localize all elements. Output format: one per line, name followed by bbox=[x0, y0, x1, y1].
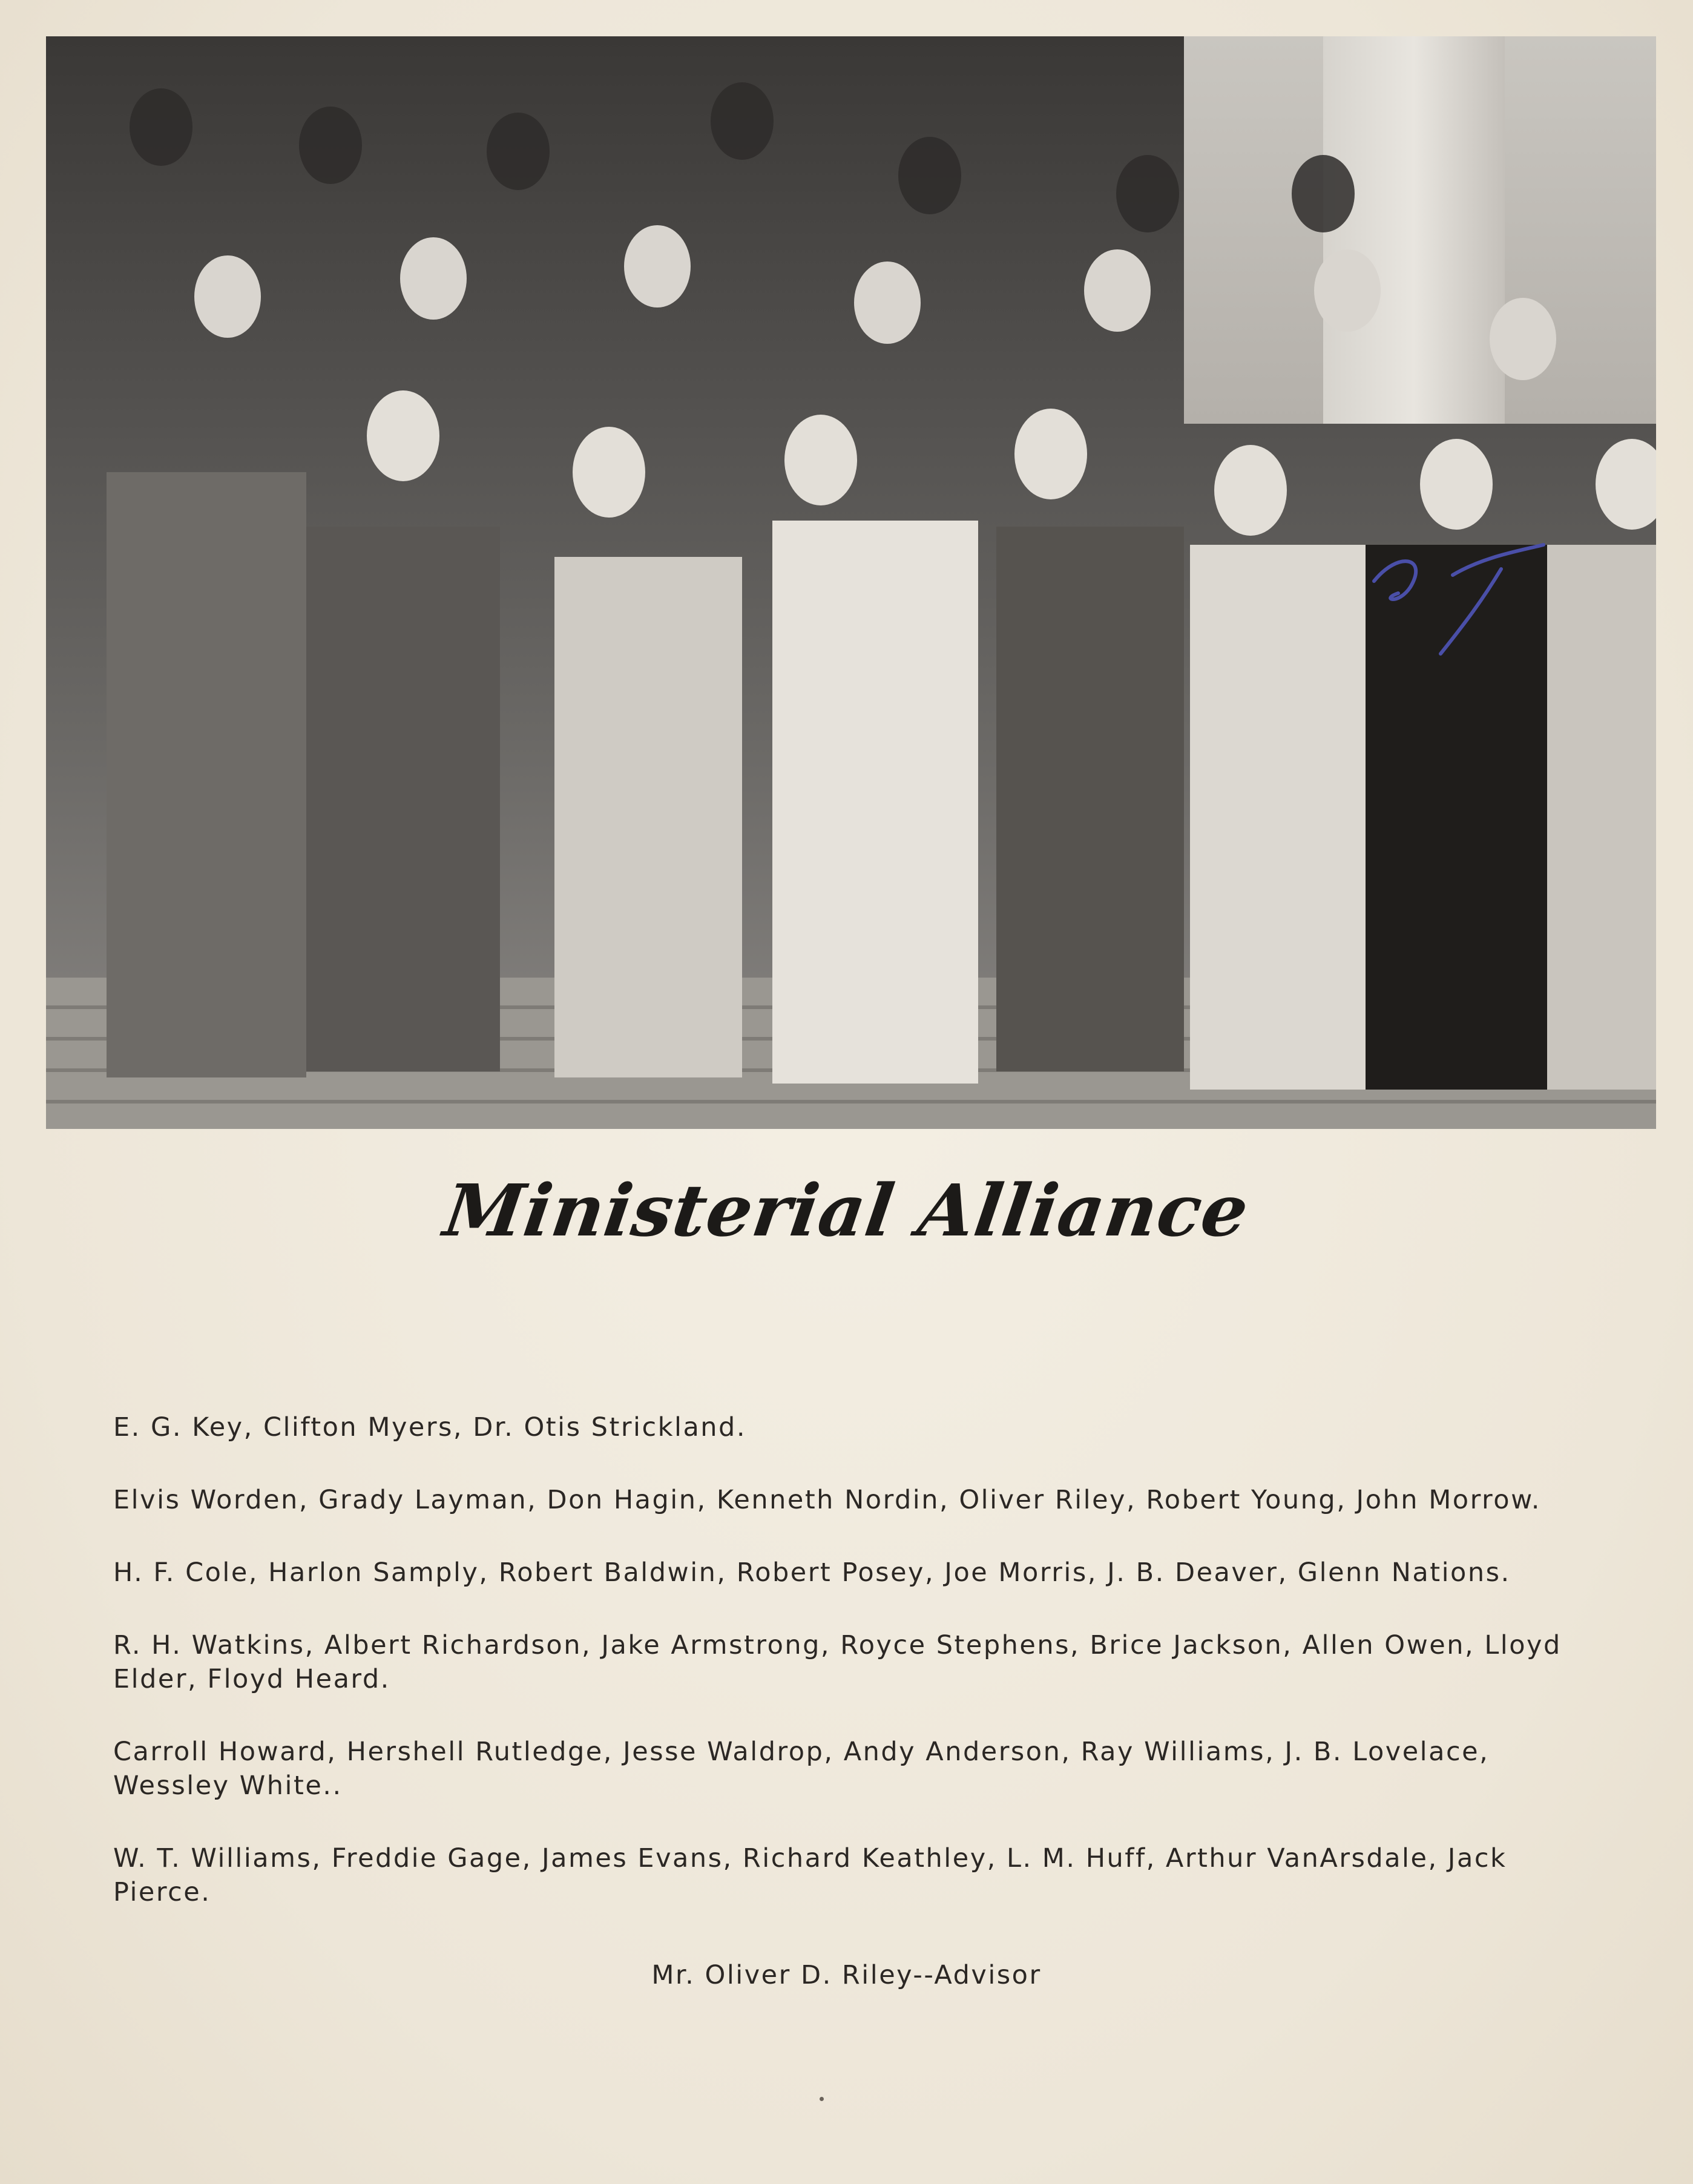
page-dot bbox=[820, 2097, 824, 2101]
roster-row: R. H. Watkins, Albert Richardson, Jake Armstrong, Royce Stephens, Brice Jackson, Allen Owen, Lloyd Elder, Floyd Heard. bbox=[113, 1630, 1562, 1694]
page-title: Ministerial Alliance bbox=[439, 1168, 1254, 1252]
roster-row: Carroll Howard, Hershell Rutledge, Jesse Waldrop, Andy Anderson, Ray Williams, J. B. Lovelace, Wessley White.. bbox=[113, 1737, 1490, 1801]
advisor-line: Mr. Oliver D. Riley--Advisor bbox=[651, 1960, 1042, 1990]
roster-row: Elvis Worden, Grady Layman, Don Hagin, Kenneth Nordin, Oliver Riley, Robert Young, John Morrow. bbox=[113, 1485, 1541, 1515]
roster-row: H. F. Cole, Harlon Samply, Robert Baldwin, Robert Posey, Joe Morris, J. B. Deaver, Glenn Nations. bbox=[113, 1557, 1511, 1588]
pen-scribble bbox=[1362, 533, 1556, 672]
roster-list bbox=[113, 1410, 1590, 1948]
roster-row: W. T. Williams, Freddie Gage, James Evans, Richard Keathley, L. M. Huff, Arthur VanArsdale, Jack Pierce. bbox=[113, 1843, 1507, 1907]
roster-row: E. G. Key, Clifton Myers, Dr. Otis Strickland. bbox=[113, 1412, 747, 1442]
